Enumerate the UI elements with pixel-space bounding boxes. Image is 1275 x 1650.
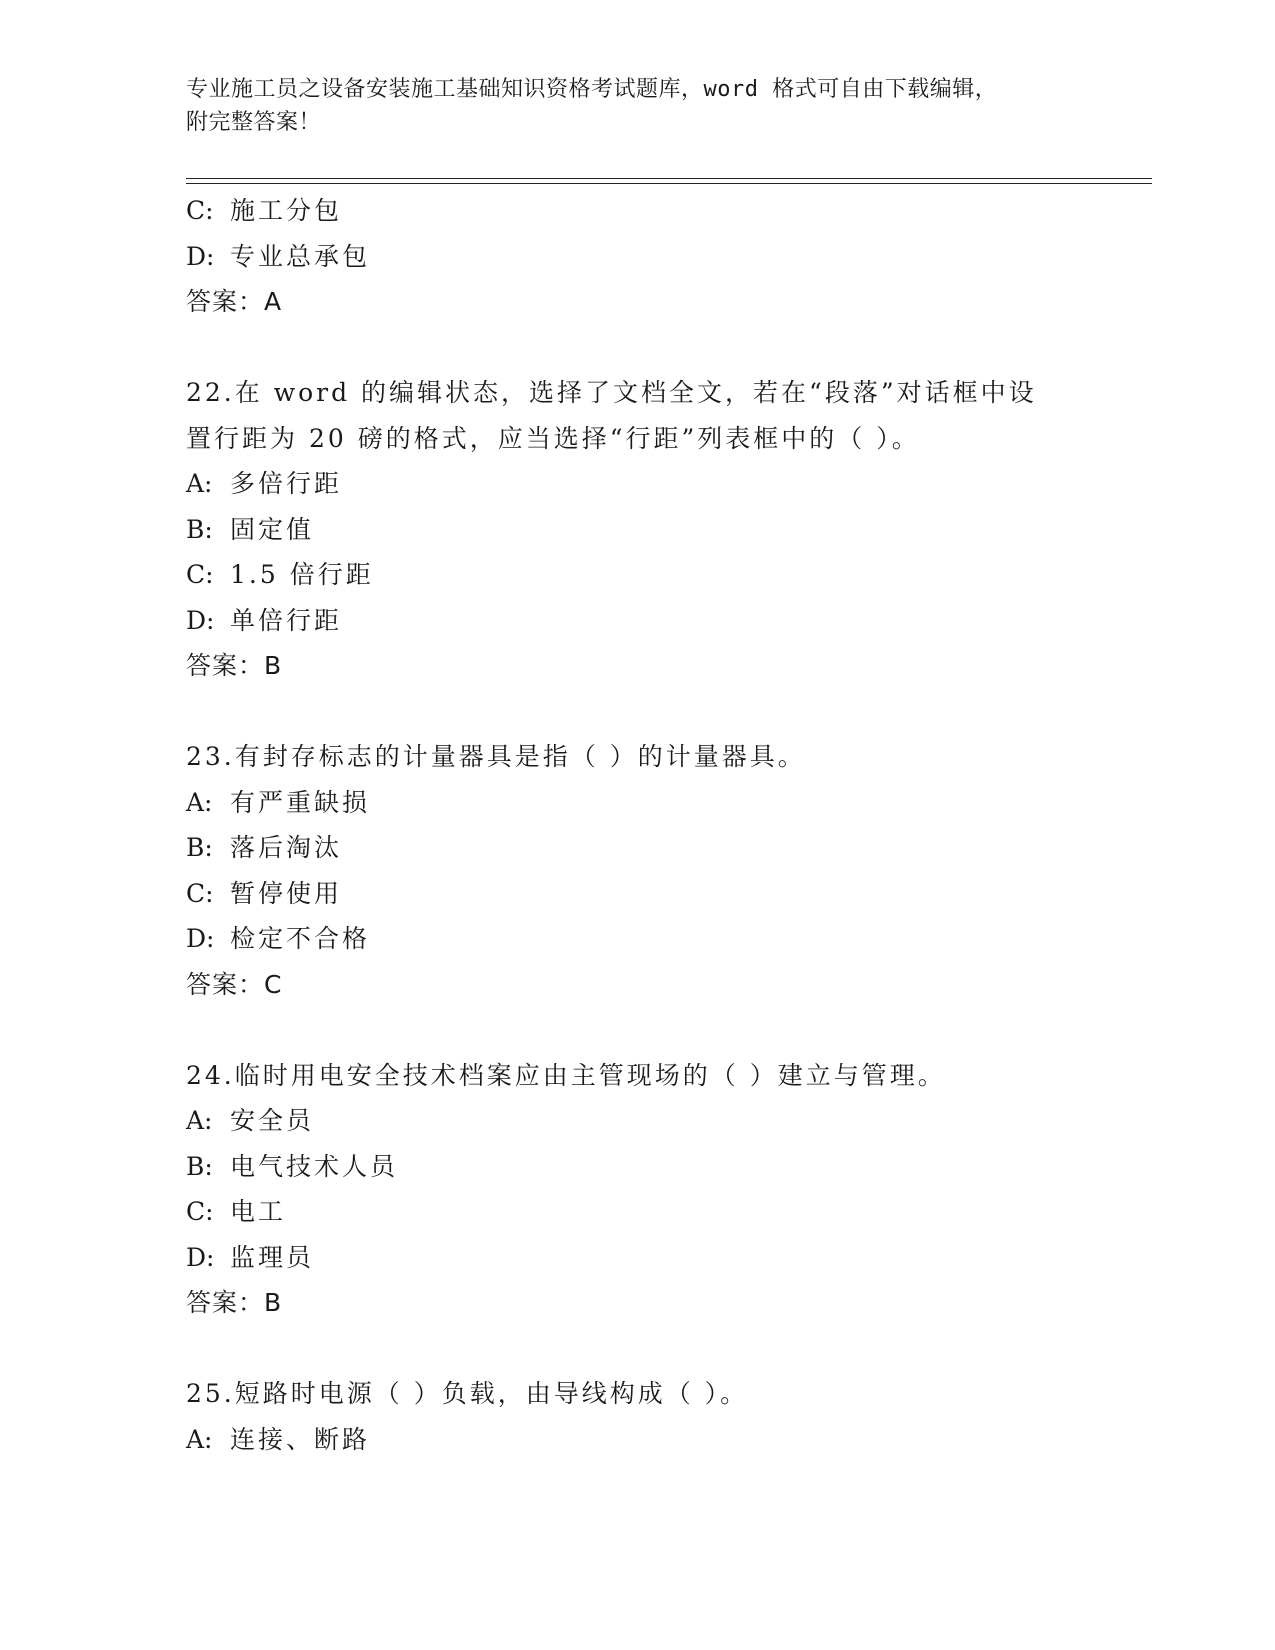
- option-text: 连接、断路: [230, 1424, 371, 1454]
- option-d: [186, 916, 1086, 962]
- option-label: A:: [186, 1106, 213, 1135]
- option-label: B:: [186, 833, 213, 862]
- option-label: D:: [186, 1242, 215, 1272]
- option-b: [186, 1144, 1086, 1190]
- spacer: [186, 1326, 1086, 1372]
- header-line-1: 专业施工员之设备安装施工基础知识资格考试题库，word 格式可自由下载编辑，: [186, 77, 998, 102]
- answer-line: 答案：B: [186, 651, 283, 680]
- option-label: A:: [186, 1424, 213, 1454]
- question-list: [186, 188, 1086, 1462]
- option-a: [186, 1417, 1086, 1463]
- answer-line: 答案：A: [186, 287, 283, 316]
- partial-question: [186, 188, 1086, 325]
- option-label: D:: [186, 241, 215, 271]
- question-stem: 24.临时用电安全技术档案应由主管现场的（ ）建立与管理。: [186, 1060, 946, 1090]
- option-text: 1.5 倍行距: [230, 560, 374, 589]
- option-label: C:: [186, 560, 214, 589]
- option-text: 多倍行距: [230, 469, 343, 498]
- question-stem: 25.短路时电源（ ）负载，由导线构成（ ）。: [186, 1379, 749, 1408]
- answer-line: 答案：C: [186, 969, 283, 999]
- option-label: A:: [186, 469, 213, 498]
- answer-line: 答案：B: [186, 1288, 283, 1317]
- option-label: C:: [186, 196, 214, 225]
- option-label: C:: [186, 1197, 214, 1226]
- option-c: [186, 871, 1086, 917]
- option-label: D:: [186, 924, 215, 953]
- question-23: [186, 734, 1086, 1007]
- spacer: [186, 325, 1086, 371]
- option-c: [186, 188, 1086, 234]
- option-text: 电气技术人员: [230, 1151, 399, 1181]
- option-d: [186, 1235, 1086, 1281]
- option-text: 落后淘汰: [230, 833, 343, 862]
- question-24: [186, 1053, 1086, 1326]
- option-text: 专业总承包: [230, 241, 371, 271]
- option-label: B:: [186, 1151, 213, 1181]
- option-d: [186, 234, 1086, 280]
- option-d: [186, 598, 1086, 644]
- question-stem: 23.有封存标志的计量器具是指（ ）的计量器具。: [186, 742, 806, 771]
- option-b: [186, 507, 1086, 553]
- option-text: 检定不合格: [230, 924, 371, 953]
- option-label: B:: [186, 514, 213, 544]
- option-a: [186, 780, 1086, 826]
- option-label: D:: [186, 605, 215, 635]
- spacer: [186, 1007, 1086, 1053]
- option-text: 电工: [230, 1197, 287, 1226]
- option-text: 单倍行距: [230, 605, 343, 635]
- option-text: 施工分包: [230, 196, 343, 225]
- option-text: 有严重缺损: [230, 787, 371, 817]
- option-a: [186, 1098, 1086, 1144]
- document-header: [186, 73, 1066, 139]
- spacer: [186, 689, 1086, 735]
- question-stem: 置行距为 20 磅的格式，应当选择“行距”列表框中的（ ）。: [186, 423, 920, 453]
- option-text: 暂停使用: [230, 878, 343, 908]
- option-b: [186, 825, 1086, 871]
- option-a: [186, 461, 1086, 507]
- option-c: [186, 1189, 1086, 1235]
- question-25: [186, 1371, 1086, 1462]
- header-divider-bottom: [186, 183, 1152, 184]
- option-text: 固定值: [230, 514, 315, 544]
- question-stem: 22.在 word 的编辑状态，选择了文档全文，若在“段落”对话框中设: [186, 378, 1037, 407]
- option-label: A:: [186, 787, 213, 817]
- question-22: [186, 370, 1086, 689]
- option-label: C:: [186, 878, 214, 908]
- option-text: 监理员: [230, 1242, 315, 1272]
- option-text: 安全员: [230, 1106, 315, 1135]
- header-divider-top: [186, 178, 1152, 179]
- option-c: [186, 552, 1086, 598]
- header-line-2: 附完整答案！: [186, 110, 322, 135]
